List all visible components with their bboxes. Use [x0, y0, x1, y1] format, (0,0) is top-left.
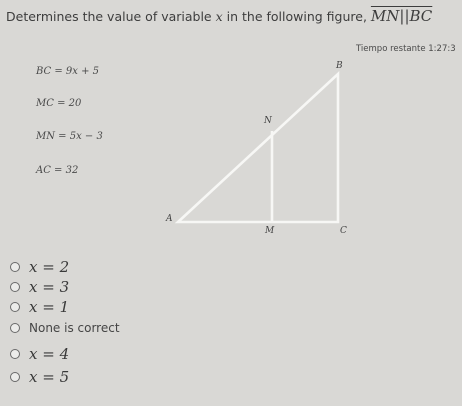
vertex-c-label: C: [340, 226, 347, 236]
given-bc: BC = 9x + 5: [36, 66, 100, 77]
triangle-abc: [178, 74, 338, 222]
given-mc: MC = 20: [36, 98, 82, 109]
option-label: x = 2: [29, 258, 70, 276]
option-x-equals-1[interactable]: [10, 298, 69, 316]
triangle-diagram: [160, 56, 360, 236]
vertex-n-label: N: [264, 116, 272, 126]
vertex-m-label: M: [265, 226, 275, 236]
radio-button[interactable]: [10, 372, 20, 382]
option-none-correct[interactable]: [10, 321, 120, 335]
vertex-a-label: A: [166, 214, 173, 224]
option-label: x = 1: [29, 298, 70, 316]
given-mn: MN = 5x − 3: [36, 131, 103, 142]
given-ac: AC = 32: [36, 165, 79, 176]
option-x-equals-2[interactable]: [10, 258, 69, 276]
option-x-equals-3[interactable]: [10, 278, 69, 296]
question-middle: in the following figure,: [222, 9, 371, 24]
parallel-condition: MN||BC: [370, 7, 433, 25]
triangle-figure: [160, 56, 360, 236]
vertex-b-label: B: [336, 61, 343, 71]
option-label: x = 5: [29, 368, 70, 386]
option-label: x = 4: [29, 345, 70, 363]
radio-button[interactable]: [10, 302, 20, 312]
option-x-equals-5[interactable]: [10, 368, 69, 386]
radio-button[interactable]: [10, 323, 20, 333]
radio-button[interactable]: [10, 349, 20, 359]
time-remaining: Tiempo restante 1:27:3: [356, 44, 456, 54]
option-label: x = 3: [29, 278, 70, 296]
question-text: [6, 7, 458, 25]
question-variable: x: [215, 9, 223, 24]
option-x-equals-4[interactable]: [10, 345, 69, 363]
radio-button[interactable]: [10, 262, 20, 272]
option-label: None is correct: [29, 321, 120, 335]
radio-button[interactable]: [10, 282, 20, 292]
question-prefix: Determines the value of variable: [6, 9, 216, 24]
